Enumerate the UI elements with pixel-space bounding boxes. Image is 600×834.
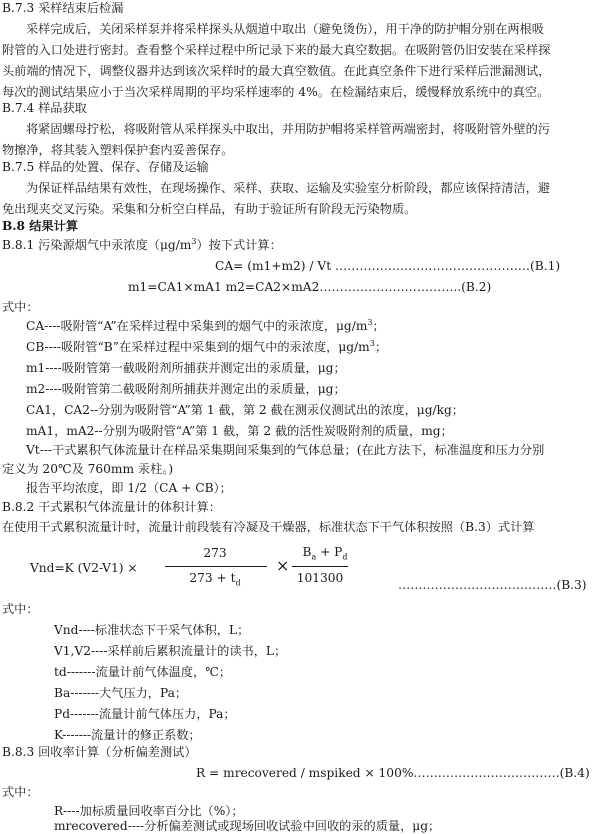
definition-m2: m2----吸附管第二截吸附剂所捕获并测定出的汞质量，μg； xyxy=(26,382,346,396)
definition-ca1-ca2: CA1，CA2--分别为吸附管“A”第 1 截，第 2 截在测汞仪测试出的浓度，μg/kg； xyxy=(26,403,464,417)
where-label: 式中： xyxy=(2,300,39,314)
fraction-numerator: $B_a + P_d$ xyxy=(302,545,348,562)
paragraph-line: 每次的测试结果应小于当次采样周期的平均采样速率的 4%。在检漏结束后，缓慢释放系统中的真空。 xyxy=(2,85,550,99)
fraction-denominator: 101300 xyxy=(296,571,344,585)
paragraph-line: 为保证样品结果有效性，在现场操作、采样、获取、运输及实验室分析阶段，都应该保持清洁，避 xyxy=(26,181,551,195)
section-heading-b75: B.7.5 样品的处置、保存、存储及运输 xyxy=(2,160,209,174)
definition-vt: Vt---干式累积气体流量计在样品采集期间采集到的气体总量；(在此方法下，标准温度和压力分别 xyxy=(26,443,545,457)
definition-v1-v2: V1,V2----采样前后累积流量计的读书，L； xyxy=(54,644,287,658)
where-label: 式中： xyxy=(2,785,39,799)
definition-vt-cont: 定义为 20℃及 760mm 汞柱。) xyxy=(2,462,174,476)
section-heading-b82: B.8.2 干式累积气体流量计的体积计算： xyxy=(2,500,221,514)
definition-ma1-ma2: mA1，mA2--分别为吸附管“A”第 1 截，第 2 截的活性炭吸附剂的质量，mg； xyxy=(26,424,453,438)
section-heading-b74: B.7.4 样品获取 xyxy=(2,101,87,115)
definition-cb: CB----吸附管“B”在采样过程中采集到的烟气中的汞浓度，$\mu g/m^3$； xyxy=(26,338,388,354)
where-label: 式中： xyxy=(2,602,39,616)
definition-pd: Pd-------流量计前气体压力，Pa； xyxy=(54,707,236,721)
fraction-denominator: $273 + t_d$ xyxy=(189,571,241,588)
paragraph-line: 将紧固螺母拧松，将吸附管从采样探头中取出，并用防护帽将采样管两端密封，将吸附管外壁的污 xyxy=(26,122,551,136)
equation-lhs: Vnd=K (V2-V1) × xyxy=(30,561,138,575)
section-heading-b8: B.8 结果计算 xyxy=(2,219,79,233)
paragraph-line: 物擦净，将其装入塑料保护套内妥善保存。 xyxy=(2,143,234,157)
definition-k: K-------流量计的修正系数； xyxy=(54,728,201,742)
definition-mrecovered: mrecovered----分析偏差测试或现场回收试验中回收的汞的质量，μg； xyxy=(54,819,441,833)
paragraph-line: 免出现夹交叉污染。采集和分析空白样品，有助于验证所有阶段无污染物质。 xyxy=(2,202,417,216)
paragraph-line: 采样完成后，关闭采样泵并将采样探头从烟道中取出（避免烫伤），用干净的防护帽分别在两根吸 xyxy=(26,22,544,36)
definition-ba: Ba-------大气压力，Pa； xyxy=(54,686,188,700)
paragraph-line: 附管的入口处进行密封。查看整个采样过程中所记录下来的最大真空数据。在吸附管仍旧安装在采样探 xyxy=(2,43,551,57)
fraction-numerator: 273 xyxy=(203,546,227,560)
paragraph-line: 头前端的情况下，调整仪器并达到该次采样时的最大真空数值。在此真空条件下进行采样后泄漏测试， xyxy=(2,64,551,78)
definition-m1: m1----吸附管第一截吸附剂所捕获并测定出的汞质量，μg； xyxy=(26,361,346,375)
definition-td: td-------流量计前气体温度，℃； xyxy=(54,665,232,679)
definition-vnd: Vnd----标准状态下干采气体积，L； xyxy=(54,623,250,637)
fraction-bar xyxy=(292,566,348,567)
section-heading-b81: B.8.1 污染源烟气中汞浓度$(\mu g/m^3)$按下式计算： xyxy=(2,236,282,252)
times-sign: × xyxy=(276,556,290,575)
section-heading-b83: B.8.3 回收率计算（分析偏差测试） xyxy=(2,745,197,759)
report-average: 报告平均浓度，即 1/2（CA + CB）； xyxy=(26,481,232,495)
equation-b2: m1=CA1×mA1 m2=CA2×mA2……………………………..(B.2) xyxy=(128,280,492,294)
definition-ca: CA----吸附管“A”在采样过程中采集到的烟气中的汞浓度，$\mu g/m^3$； xyxy=(26,317,385,333)
paragraph-line: 在使用干式累积流量计时，流量计前段装有冷凝及干燥器，标准状态下干气体积按照（B.3）式计算 xyxy=(2,520,535,534)
equation-b1: CA= (m1+m2) / Vt …………………………………………(B.1) xyxy=(215,259,561,273)
equation-number-b3: …………………………………(B.3) xyxy=(398,578,587,592)
section-heading-b73: B.7.3 采样结束后检漏 xyxy=(2,1,124,15)
fraction-bar xyxy=(165,566,267,567)
definition-r: R----加标质量回收率百分比（%）； xyxy=(54,804,244,818)
equation-b4: R = mrecovered / mspiked × 100%………………………………(B.4) xyxy=(196,766,590,780)
